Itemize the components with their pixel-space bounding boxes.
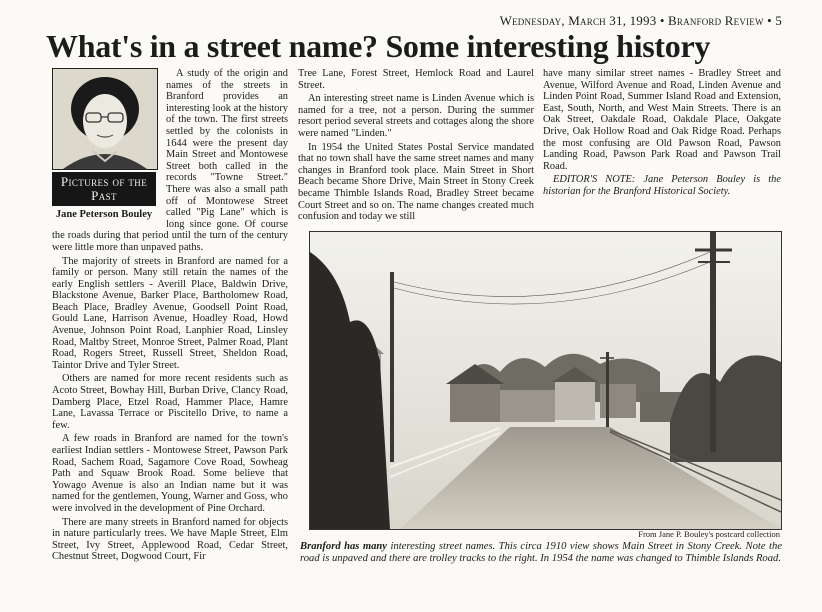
photo-caption bbox=[300, 541, 782, 565]
headline: What's in a street name? Some interesting history bbox=[46, 28, 711, 64]
paragraph: The majority of streets in Branford are named for a family or person. Many still retain the names of the early English settlers - Averill Place, Baldwin Drive, Blackstone Avenue, Barker Place, Bartholomew Road, Beach Place, Bradley Avenue, Goodsell Point Road, Gould Lane, Harrison Avenue, Hoadley Road, Howd Avenue, Johnson Point Road, Lanphier Road, Linsley Road, Maltby Street, Monroe Street, Palmer Road, Plant Road, Rogers Street, Russell Street, Sheldon Road, Taintor Drive and Tyler Street. bbox=[52, 255, 288, 371]
byline: Jane Peterson Bouley bbox=[55, 209, 153, 220]
paragraph: An interesting street name is Linden Avenue which is named for a tree, not a person. During the summer resort period several streets and cottages along the shore were named "Linden." bbox=[298, 93, 534, 139]
article-column-3 bbox=[543, 68, 781, 200]
paragraph: A study of the origin and names of the streets in Branford provides an interesting look at the history of the town. The first streets settled by the colonists in 1644 were the present day Main Street and Montowese Street both called in the records "Towne Street." There was also a small path off of Montowese Street called "Pig Lane" which is long since gone. Of course the roads during that period until the turn of the century were little more than unpaved paths. bbox=[52, 68, 288, 253]
masthead: Wednesday, March 31, 1993 • Branford Review • 5 bbox=[499, 13, 782, 28]
author-box bbox=[52, 68, 160, 221]
paragraph: Others are named for more recent residents such as Acoto Street, Bowhay Hill, Burban Drive, Clancy Road, Damberg Place, Etzel Road, Hammer Place, Hamre Lane, Lavassa Terrace or Piscitello Drive, to name a few. bbox=[52, 373, 288, 431]
historic-photo bbox=[309, 231, 782, 530]
paragraph: A few roads in Branford are named for the town's earliest Indian settlers - Montowese Street, Pawson Park Road, Sachem Road, Sagamore Cove Road, Sowheag Path and Squaw Brook Road. Some believe that Yowago Avenue is also an Indian name but it was named for the gentlemen, Young, Warner and Goss, who were involved in the development of Pine Orchard. bbox=[52, 433, 288, 514]
column-tag: Pictures of the Past bbox=[52, 172, 156, 206]
article-column-2 bbox=[298, 68, 534, 225]
paragraph: have many similar street names - Bradley Street and Avenue, Wilford Avenue and Road, Linden Avenue and Linden Point Road, Summer Island Road and Extension, East, South, North, and West Main Streets. There is an Oak Street, Oakdale Road, Oakdale Place, Oakgate Drive, Oak Hollow Road and Oak Ridge Road. Perhaps the most confusing are Old Pawson Road, Pawson Landing Road, Pawson Park Road and Pawson Trail Road. bbox=[543, 68, 781, 172]
author-portrait bbox=[52, 68, 158, 170]
paragraph: There are many streets in Branford named for objects in nature particularly trees. We have Maple Street, Elm Street, Ivy Street, Applewood Road, Cedar Street, Chestnut Street, Dogwood Court, Fir bbox=[52, 516, 288, 563]
caption-lead: Branford has many bbox=[300, 541, 388, 552]
photo-credit: From Jane P. Bouley's postcard collection bbox=[638, 529, 780, 539]
editors-note: EDITOR'S NOTE: Jane Peterson Bouley is the historian for the Branford Historical Society. bbox=[543, 174, 781, 197]
article-column-1 bbox=[52, 68, 288, 565]
caption-text: interesting street names. This circa 1910 view shows Main Street in Stony Creek. Note the road is unpaved and there are trolley tracks to the right. In 1954 the name was changed to Thimble Islands Road. bbox=[300, 541, 782, 564]
paragraph: Tree Lane, Forest Street, Hemlock Road and Laurel Street. bbox=[298, 68, 534, 91]
paragraph: In 1954 the United States Postal Service mandated that no town shall have the same street names and many changes in Branford took place. Main Street in Short Beach became Shore Drive, Main Street in Stony Creek became Thimble Islands Road, Bradley Street became Court Street and so on. The name changes created much confusion and today we still bbox=[298, 141, 534, 223]
